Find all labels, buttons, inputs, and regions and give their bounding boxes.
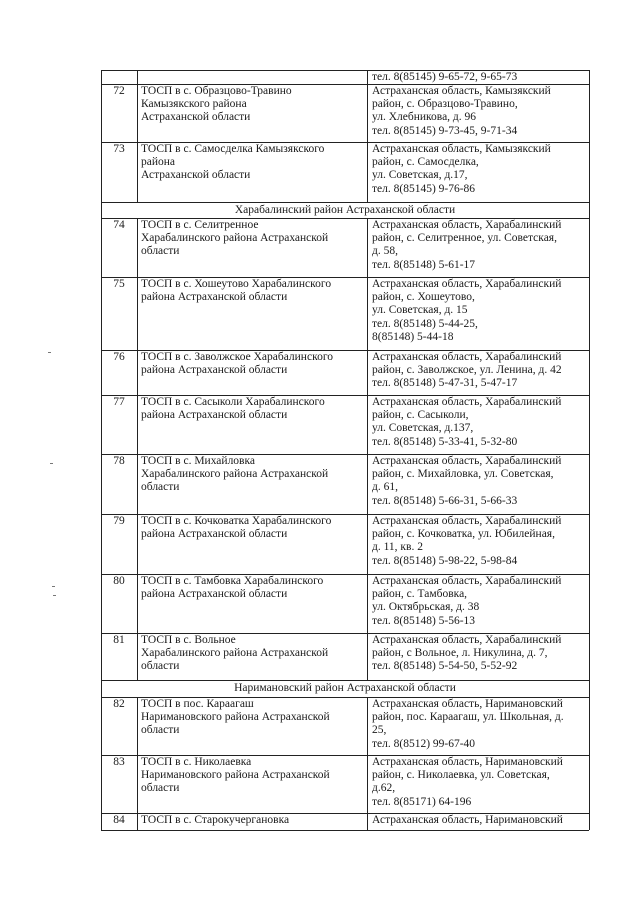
office-name-line: области [141, 245, 180, 258]
table-border-right [589, 70, 590, 830]
address-line: Астраханская область, Харабалинский [372, 634, 562, 646]
address-line: тел. 8(85148) 5-33-41, 5-32-80 [372, 435, 518, 448]
row-number: 77 [113, 396, 125, 408]
address-line: Астраханская область, Харабалинский [372, 455, 562, 467]
row-number: 74 [113, 219, 125, 231]
address-line: тел. 8(8512) 99-67-40 [372, 737, 476, 750]
office-name-line: района Астраханской области [141, 409, 288, 422]
address-line: район, с. Самосделка, [372, 156, 479, 169]
row-number: 79 [113, 515, 125, 527]
office-name-line: ТОСП в пос. Караагаш [141, 698, 254, 710]
address-line: тел. 8(85171) 64-196 [372, 795, 472, 808]
office-name-line: ТОСП в с. Хошеутово Харабалинского [141, 278, 332, 290]
address-line: тел. 8(85148) 5-54-50, 5-52-92 [372, 660, 518, 673]
office-name-line: Харабалинского района Астраханской [141, 232, 329, 245]
office-name-line: Харабалинского района Астраханской [141, 647, 329, 660]
address-line: район, с. Николаевка, ул. Советская, [372, 769, 550, 782]
address-line: тел. 8(85145) 9-65-72, 9-65-73 [372, 71, 518, 83]
address-line: Астраханская область, Наримановский [372, 698, 563, 710]
office-name-line: Харабалинского района Астраханской [141, 468, 329, 481]
office-name-line: ТОСП в с. Селитренное [141, 219, 259, 231]
office-name-line: района Астраханской области [141, 364, 288, 377]
office-name-line: ТОСП в с. Тамбовка Харабалинского [141, 575, 324, 587]
row-number: 75 [113, 278, 125, 290]
office-name-line: ТОСП в с. Старокучергановка [141, 814, 290, 826]
table-rule [101, 830, 589, 831]
address-line: район, с. Кочковатка, ул. Юбилейная, [372, 528, 555, 541]
address-line: д. 61, [372, 481, 398, 494]
address-line: тел. 8(85148) 5-56-13 [372, 614, 476, 627]
office-name-line: области [141, 724, 180, 737]
address-line: тел. 8(85148) 5-47-31, 5-47-17 [372, 377, 518, 390]
address-line: Астраханская область, Харабалинский [372, 219, 562, 231]
office-name-line: Камызякского района [141, 98, 247, 111]
address-line: район, с. Образцово-Травино, [372, 98, 518, 111]
office-name-line: ТОСП в с. Сасыколи Харабалинского [141, 396, 325, 408]
office-name-line: области [141, 782, 180, 795]
office-name-line: ТОСП в с. Образцово-Травино [141, 85, 292, 97]
column-divider [137, 218, 138, 680]
column-divider [367, 697, 368, 830]
address-line: тел. 8(85148) 5-61-17 [372, 258, 476, 271]
address-line: Астраханская область, Харабалинский [372, 575, 562, 587]
scan-mark [48, 352, 51, 353]
address-line: д. 11, кв. 2 [372, 541, 423, 554]
address-line: 25, [372, 724, 387, 737]
address-line: д.62, [372, 782, 396, 795]
address-line: район, с. Михайловка, ул. Советская, [372, 468, 554, 481]
office-name-line: ТОСП в с. Михайловка [141, 455, 256, 467]
address-line: ул. Хлебникова, д. 96 [372, 111, 477, 124]
address-line: район, пос. Караагаш, ул. Школьная, д. [372, 711, 564, 724]
address-line: тел. 8(85145) 9-76-86 [372, 182, 476, 195]
address-line: ул. Советская, д.17, [372, 169, 468, 182]
office-name-line: района Астраханской области [141, 291, 288, 304]
row-number: 73 [113, 143, 125, 155]
column-divider [367, 218, 368, 680]
row-number: 82 [113, 698, 125, 710]
address-line: Астраханская область, Харабалинский [372, 515, 562, 527]
address-line: Астраханская область, Камызякский [372, 143, 551, 155]
office-name-line: ТОСП в с. Самосделка Камызякского [141, 143, 325, 155]
address-line: тел. 8(85148) 5-44-25, [372, 317, 478, 330]
row-number: 76 [113, 351, 125, 363]
office-name-line: района Астраханской области [141, 528, 288, 541]
office-name-line: ТОСП в с. Заволжское Харабалинского [141, 351, 334, 363]
column-divider [137, 697, 138, 830]
address-line: район, с. Сасыколи, [372, 409, 469, 422]
office-name-line: Наримановского района Астраханской [141, 769, 330, 782]
row-number: 81 [113, 634, 125, 646]
office-name-line: ТОСП в с. Николаевка [141, 756, 252, 768]
address-line: тел. 8(85145) 9-73-45, 9-71-34 [372, 124, 518, 137]
office-name-line: ТОСП в с. Кочковатка Харабалинского [141, 515, 332, 527]
address-line: район, с. Хошеутово, [372, 291, 475, 304]
section-header: Харабалинский район Астраханской области [234, 204, 456, 216]
row-number: 83 [113, 756, 125, 768]
address-line: район, с. Заволжское, ул. Ленина, д. 42 [372, 364, 562, 377]
address-line: ул. Октябрьская, д. 38 [372, 601, 480, 614]
office-name-line: района Астраханской области [141, 588, 288, 601]
address-line: ул. Советская, д. 15 [372, 304, 468, 317]
section-header: Наримановский район Астраханской области [234, 682, 456, 694]
row-number: 78 [113, 455, 125, 467]
scan-mark [52, 586, 55, 587]
column-divider [367, 70, 368, 202]
table-rule [101, 202, 589, 203]
address-line: Астраханская область, Харабалинский [372, 351, 562, 363]
office-name-line: области [141, 481, 180, 494]
address-line: ул. Советская, д.137, [372, 422, 474, 435]
scan-mark [50, 463, 53, 464]
address-line: район, с. Селитренное, ул. Советская, [372, 232, 557, 245]
table-rule [101, 680, 589, 681]
row-number: 80 [113, 575, 125, 587]
office-name-line: Наримановского района Астраханской [141, 711, 330, 724]
address-line: тел. 8(85148) 5-98-22, 5-98-84 [372, 554, 518, 567]
address-line: Астраханская область, Харабалинский [372, 396, 562, 408]
office-name-line: ТОСП в с. Вольное [141, 634, 236, 646]
office-name-line: Астраханской области [141, 111, 251, 124]
row-number: 84 [113, 814, 125, 826]
address-line: д. 58, [372, 245, 398, 258]
address-line: Астраханская область, Наримановский [372, 814, 563, 826]
column-divider [137, 70, 138, 202]
row-number: 72 [113, 85, 125, 97]
office-name-line: области [141, 660, 180, 673]
scan-mark [53, 595, 56, 596]
address-line: район, с. Тамбовка, [372, 588, 468, 601]
office-name-line: Астраханской области [141, 169, 251, 182]
address-line: Астраханская область, Харабалинский [372, 278, 562, 290]
address-line: Астраханская область, Наримановский [372, 756, 563, 768]
office-name-line: района [141, 156, 176, 169]
address-line: тел. 8(85148) 5-66-31, 5-66-33 [372, 494, 518, 507]
address-line: Астраханская область, Камызякский [372, 85, 551, 97]
address-line: район, с Вольное, л. Никулина, д. 7, [372, 647, 548, 660]
address-line: 8(85148) 5-44-18 [372, 330, 454, 343]
table-border-left [101, 70, 102, 830]
